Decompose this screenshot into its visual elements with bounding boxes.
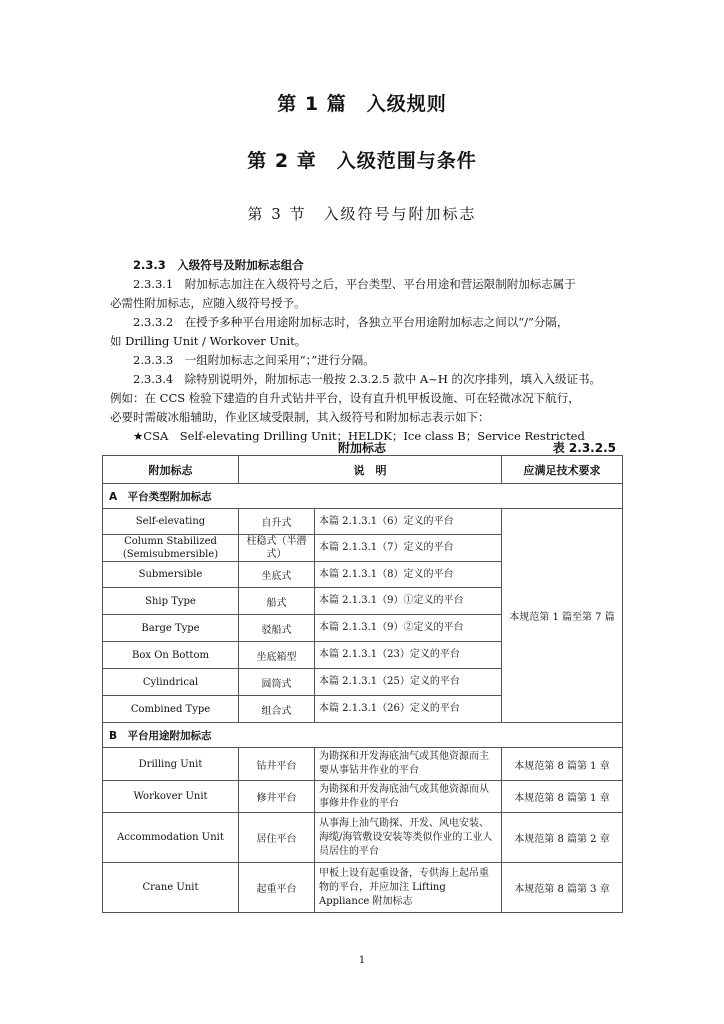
notation-description: 本篇 2.1.3.1（26）定义的平台	[315, 696, 502, 723]
table-header-row	[103, 456, 623, 484]
part-heading: 第 1 篇 入级规则	[277, 93, 447, 115]
group-row-b	[103, 723, 623, 748]
additional-notations-table	[102, 455, 623, 913]
clause-2-3-3-1-line1: 2.3.3.1 附加标志加注在入级符号之后，平台类型、平台用途和营运限制附加标志属于	[133, 277, 576, 291]
clause-2-3-3-1-line2: 必需性附加标志，应随入级符号授予。	[110, 296, 306, 310]
notation-en: Submersible	[103, 562, 239, 588]
header-notation: 附加标志	[103, 456, 239, 484]
notation-en: Box On Bottom	[103, 642, 239, 669]
notation-cn: 修井平台	[239, 781, 315, 813]
table-title: 附加标志	[337, 441, 386, 455]
notation-description: 本篇 2.1.3.1（8）定义的平台	[315, 562, 502, 588]
notation-cn: 船式	[239, 588, 315, 615]
table-row	[103, 813, 623, 863]
notation-cn: 驳船式	[239, 615, 315, 642]
clause-2-3-3-heading: 2.3.3 入级符号及附加标志组合	[133, 258, 304, 272]
clause-2-3-3-4-line2: 例如：在 CCS 检验下建造的自升式钻井平台，设有直升机甲板设施、可在轻微冰况下航行，	[110, 391, 580, 405]
notation-description: 为勘探和开发海底油气或其他资源而从事修井作业的平台	[315, 781, 502, 813]
notation-description: 本篇 2.1.3.1（7）定义的平台	[315, 535, 502, 562]
notation-en: Drilling Unit	[103, 748, 239, 781]
notation-description: 本篇 2.1.3.1（25）定义的平台	[315, 669, 502, 696]
notation-en: Accommodation Unit	[103, 813, 239, 863]
clause-2-3-3-4-line1: 2.3.3.4 除特别说明外，附加标志一般按 2.3.2.5 款中 A~H 的次序排列，填入入级证书。	[133, 372, 602, 386]
notation-description: 从事海上油气勘探、开发、风电安装、海缆/海管敷设安装等类似作业的工业人员居住的平台	[315, 813, 502, 863]
notation-requirements: 本规范第 8 篇第 3 章	[502, 863, 623, 913]
clause-2-3-3-2-line1: 2.3.3.2 在授予多种平台用途附加标志时，各独立平台用途附加标志之间以“/”分隔，	[133, 315, 569, 329]
notation-description: 本篇 2.1.3.1（9）①定义的平台	[315, 588, 502, 615]
notation-cn: 钻井平台	[239, 748, 315, 781]
group-b-label: B 平台用途附加标志	[103, 723, 623, 748]
notation-requirements: 本规范第 8 篇第 2 章	[502, 813, 623, 863]
page-number: 1	[358, 955, 366, 966]
table-row	[103, 781, 623, 813]
notation-description: 本篇 2.1.3.1（6）定义的平台	[315, 509, 502, 535]
notation-en: Barge Type	[103, 615, 239, 642]
body-text	[110, 256, 620, 446]
table-row	[103, 863, 623, 913]
notation-description: 本篇 2.1.3.1（23）定义的平台	[315, 642, 502, 669]
notation-en: Crane Unit	[103, 863, 239, 913]
notation-cn: 起重平台	[239, 863, 315, 913]
clause-2-3-3-3: 2.3.3.3 一组附加标志之间采用“；”进行分隔。	[133, 353, 375, 367]
notation-cn: 圆筒式	[239, 669, 315, 696]
group-a-label: A 平台类型附加标志	[103, 484, 623, 509]
header-description: 说 明	[239, 456, 502, 484]
notation-cn: 自升式	[239, 509, 315, 535]
class-notation-example: ★CSA Self-elevating Drilling Unit；HELDK；Ice class B；Service Restricted	[133, 429, 585, 443]
notation-en: Combined Type	[103, 696, 239, 723]
group-a-requirements: 本规范第 1 篇至第 7 篇	[502, 509, 623, 723]
notation-requirements: 本规范第 8 篇第 1 章	[502, 748, 623, 781]
notation-cn: 组合式	[239, 696, 315, 723]
notation-description: 甲板上设有起重设备，专供海上起吊重物的平台，并应加注 Lifting Appliance 附加标志	[315, 863, 502, 913]
group-row-a	[103, 484, 623, 509]
notation-cn: 柱稳式（半潜式）	[239, 535, 315, 562]
header-requirements: 应满足技术要求	[502, 456, 623, 484]
notation-requirements: 本规范第 8 篇第 1 章	[502, 781, 623, 813]
notation-en: Self-elevating	[103, 509, 239, 535]
notation-en: Workover Unit	[103, 781, 239, 813]
table-number: 表 2.3.2.5	[552, 441, 616, 455]
notation-description: 为勘探和开发海底油气或其他资源而主要从事钻井作业的平台	[315, 748, 502, 781]
clause-2-3-3-2-line2: 如 Drilling Unit / Workover Unit。	[110, 334, 307, 348]
notation-cn: 坐底式	[239, 562, 315, 588]
table-row	[103, 509, 623, 535]
table-row	[103, 748, 623, 781]
notation-en: Column Stabilized (Semisubmersible)	[103, 535, 239, 562]
notation-cn: 居住平台	[239, 813, 315, 863]
chapter-heading: 第 2 章 入级范围与条件	[247, 150, 477, 172]
section-heading: 第 3 节 入级符号与附加标志	[247, 205, 477, 223]
notation-cn: 坐底箱型	[239, 642, 315, 669]
notation-en: Ship Type	[103, 588, 239, 615]
notation-en: Cylindrical	[103, 669, 239, 696]
notation-description: 本篇 2.1.3.1（9）②定义的平台	[315, 615, 502, 642]
clause-2-3-3-4-line3: 必要时需破冰船辅助，作业区域受限制，其入级符号和附加标志表示如下：	[110, 410, 490, 424]
